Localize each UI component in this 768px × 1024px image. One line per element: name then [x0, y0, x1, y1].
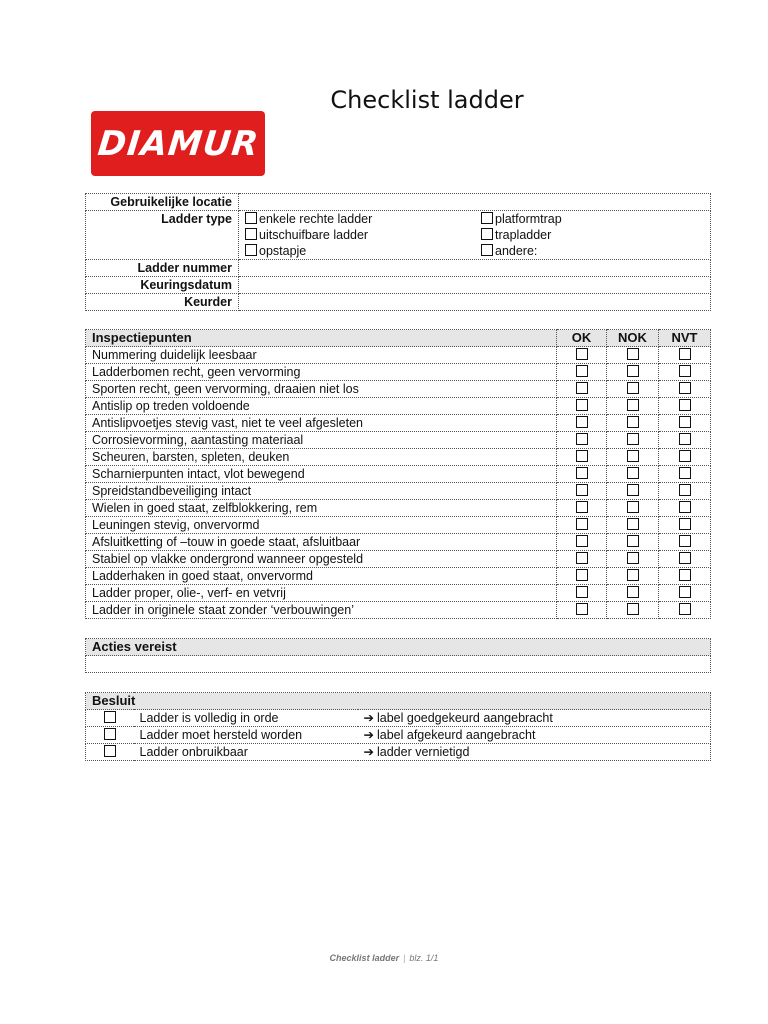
type-option[interactable]: andere: — [481, 243, 701, 259]
checkbox-nok[interactable] — [627, 586, 639, 598]
inspection-item-label: Antislip op treden voldoende — [86, 398, 557, 415]
checkbox-nok[interactable] — [627, 365, 639, 377]
arrow-icon: ➔ — [363, 728, 374, 742]
decision-row — [86, 744, 711, 761]
checkbox-nvt[interactable] — [679, 569, 691, 581]
checkbox[interactable] — [104, 711, 116, 723]
inspection-item-label: Antislipvoetjes stevig vast, niet te veel afgesleten — [86, 415, 557, 432]
checkbox-nvt[interactable] — [679, 586, 691, 598]
inspection-rows — [86, 347, 711, 619]
checkbox-nvt[interactable] — [679, 501, 691, 513]
checkbox-nvt[interactable] — [679, 382, 691, 394]
inspection-date-field[interactable] — [239, 277, 711, 294]
type-option[interactable]: opstapje — [245, 243, 481, 259]
checkbox-nvt[interactable] — [679, 467, 691, 479]
checkbox-ok[interactable] — [576, 586, 588, 598]
page-title: Checklist ladder — [330, 86, 524, 114]
checkbox-ok[interactable] — [576, 433, 588, 445]
checkbox-ok[interactable] — [576, 467, 588, 479]
ladder-number-field[interactable] — [239, 260, 711, 277]
checkbox-nok[interactable] — [627, 535, 639, 547]
diamur-logo — [91, 111, 265, 176]
inspection-item-label: Nummering duidelijk leesbaar — [86, 347, 557, 364]
ladder-number-label: Ladder nummer — [86, 260, 239, 277]
checkbox[interactable] — [481, 228, 493, 240]
checkbox-ok[interactable] — [576, 535, 588, 547]
inspection-item-label: Spreidstandbeveiliging intact — [86, 483, 557, 500]
checkbox-nok[interactable] — [627, 484, 639, 496]
checkbox[interactable] — [481, 244, 493, 256]
actions-table — [85, 638, 711, 673]
decision-row — [86, 710, 711, 727]
ladder-type-label: Ladder type — [86, 211, 239, 260]
inspector-label: Keurder — [86, 294, 239, 311]
ladder-type-options — [239, 211, 711, 260]
checkbox-nvt[interactable] — [679, 416, 691, 428]
checkbox-ok[interactable] — [576, 484, 588, 496]
checkbox-nok[interactable] — [627, 433, 639, 445]
footer-page-number: blz. 1/1 — [409, 953, 439, 963]
checkbox-ok[interactable] — [576, 501, 588, 513]
checkbox-ok[interactable] — [576, 450, 588, 462]
checkbox-nvt[interactable] — [679, 433, 691, 445]
inspection-item-label: Sporten recht, geen vervorming, draaien niet los — [86, 381, 557, 398]
location-label: Gebruikelijke locatie — [86, 194, 239, 211]
inspection-row — [86, 347, 711, 364]
inspection-item-label: Wielen in goed staat, zelfblokkering, rem — [86, 500, 557, 517]
checkbox-ok[interactable] — [576, 518, 588, 530]
decision-row — [86, 727, 711, 744]
type-option[interactable]: trapladder — [481, 227, 701, 243]
checkbox-ok[interactable] — [576, 416, 588, 428]
checkbox-nok[interactable] — [627, 382, 639, 394]
inspection-row — [86, 534, 711, 551]
checkbox-nvt[interactable] — [679, 603, 691, 615]
inspection-row — [86, 568, 711, 585]
checkbox[interactable] — [481, 212, 493, 224]
checkbox-ok[interactable] — [576, 603, 588, 615]
inspection-item-label: Afsluitketting of –touw in goede staat, afsluitbaar — [86, 534, 557, 551]
checkbox[interactable] — [245, 212, 257, 224]
location-field[interactable] — [239, 194, 711, 211]
checkbox-ok[interactable] — [576, 569, 588, 581]
checkbox-ok[interactable] — [576, 348, 588, 360]
checkbox-nok[interactable] — [627, 348, 639, 360]
inspection-item-label: Ladderhaken in goed staat, onvervormd — [86, 568, 557, 585]
checkbox-nvt[interactable] — [679, 518, 691, 530]
checkbox[interactable] — [104, 728, 116, 740]
inspection-row — [86, 551, 711, 568]
checkbox-nvt[interactable] — [679, 450, 691, 462]
decision-label: Ladder moet hersteld worden — [134, 727, 358, 744]
inspection-item-label: Ladder in originele staat zonder ‘verbouwingen’ — [86, 602, 557, 619]
inspection-row — [86, 517, 711, 534]
actions-field[interactable] — [86, 656, 711, 673]
inspection-item-label: Corrosievorming, aantasting materiaal — [86, 432, 557, 449]
checkbox-nvt[interactable] — [679, 552, 691, 564]
inspection-row — [86, 381, 711, 398]
type-option[interactable]: uitschuifbare ladder — [245, 227, 481, 243]
col-nok: NOK — [607, 330, 659, 347]
inspection-row — [86, 483, 711, 500]
inspection-table — [85, 329, 711, 619]
decision-label: Ladder is volledig in orde — [134, 710, 358, 727]
inspection-row — [86, 585, 711, 602]
checkbox-nvt[interactable] — [679, 535, 691, 547]
inspection-item-label: Scheuren, barsten, spleten, deuken — [86, 449, 557, 466]
decision-result: ➔ label afgekeurd aangebracht — [358, 727, 711, 744]
checkbox-nok[interactable] — [627, 552, 639, 564]
decision-label: Ladder onbruikbaar — [134, 744, 358, 761]
checkbox-nok[interactable] — [627, 467, 639, 479]
checkbox-nok[interactable] — [627, 501, 639, 513]
inspection-row — [86, 398, 711, 415]
checkbox-nok[interactable] — [627, 603, 639, 615]
inspection-row — [86, 449, 711, 466]
checkbox-nvt[interactable] — [679, 365, 691, 377]
col-ok: OK — [557, 330, 607, 347]
decision-table — [85, 692, 711, 761]
decision-result: ➔ ladder vernietigd — [358, 744, 711, 761]
checkbox[interactable] — [104, 745, 116, 757]
inspection-item-label: Scharnierpunten intact, vlot bewegend — [86, 466, 557, 483]
checkbox-nok[interactable] — [627, 569, 639, 581]
inspection-row — [86, 466, 711, 483]
checkbox-nok[interactable] — [627, 399, 639, 411]
checkbox-nok[interactable] — [627, 416, 639, 428]
inspection-item-label: Stabiel op vlakke ondergrond wanneer opgesteld — [86, 551, 557, 568]
checkbox-ok[interactable] — [576, 365, 588, 377]
checkbox-nvt[interactable] — [679, 399, 691, 411]
inspection-item-label: Ladderbomen recht, geen vervorming — [86, 364, 557, 381]
checkbox-ok[interactable] — [576, 552, 588, 564]
arrow-icon: ➔ — [363, 711, 374, 725]
inspection-item-label: Leuningen stevig, onvervormd — [86, 517, 557, 534]
ladder-info-table — [85, 193, 711, 311]
checkbox-nvt[interactable] — [679, 348, 691, 360]
col-nvt: NVT — [659, 330, 711, 347]
page-footer: Checklist ladder | blz. 1/1 — [329, 953, 439, 963]
inspection-row — [86, 432, 711, 449]
decision-result: ➔ label goedgekeurd aangebracht — [358, 710, 711, 727]
inspection-row — [86, 415, 711, 432]
inspection-date-label: Keuringsdatum — [86, 277, 239, 294]
logo-text: DIAMUR — [95, 123, 261, 164]
checkbox-ok[interactable] — [576, 399, 588, 411]
checkbox[interactable] — [245, 228, 257, 240]
inspection-row — [86, 602, 711, 619]
inspection-row — [86, 500, 711, 517]
type-option[interactable]: platformtrap — [481, 211, 701, 227]
inspector-field[interactable] — [239, 294, 711, 311]
footer-doc-title: Checklist ladder — [329, 953, 400, 963]
checkbox-ok[interactable] — [576, 382, 588, 394]
inspection-header: Inspectiepunten — [86, 330, 557, 347]
arrow-icon: ➔ — [363, 745, 374, 759]
checkbox-nok[interactable] — [627, 518, 639, 530]
decision-header: Besluit — [86, 693, 711, 710]
inspection-item-label: Ladder proper, olie-, verf- en vetvrij — [86, 585, 557, 602]
checkbox-nvt[interactable] — [679, 484, 691, 496]
type-option[interactable]: enkele rechte ladder — [245, 211, 481, 227]
checkbox[interactable] — [245, 244, 257, 256]
actions-header: Acties vereist — [86, 639, 711, 656]
checkbox-nok[interactable] — [627, 450, 639, 462]
inspection-row — [86, 364, 711, 381]
